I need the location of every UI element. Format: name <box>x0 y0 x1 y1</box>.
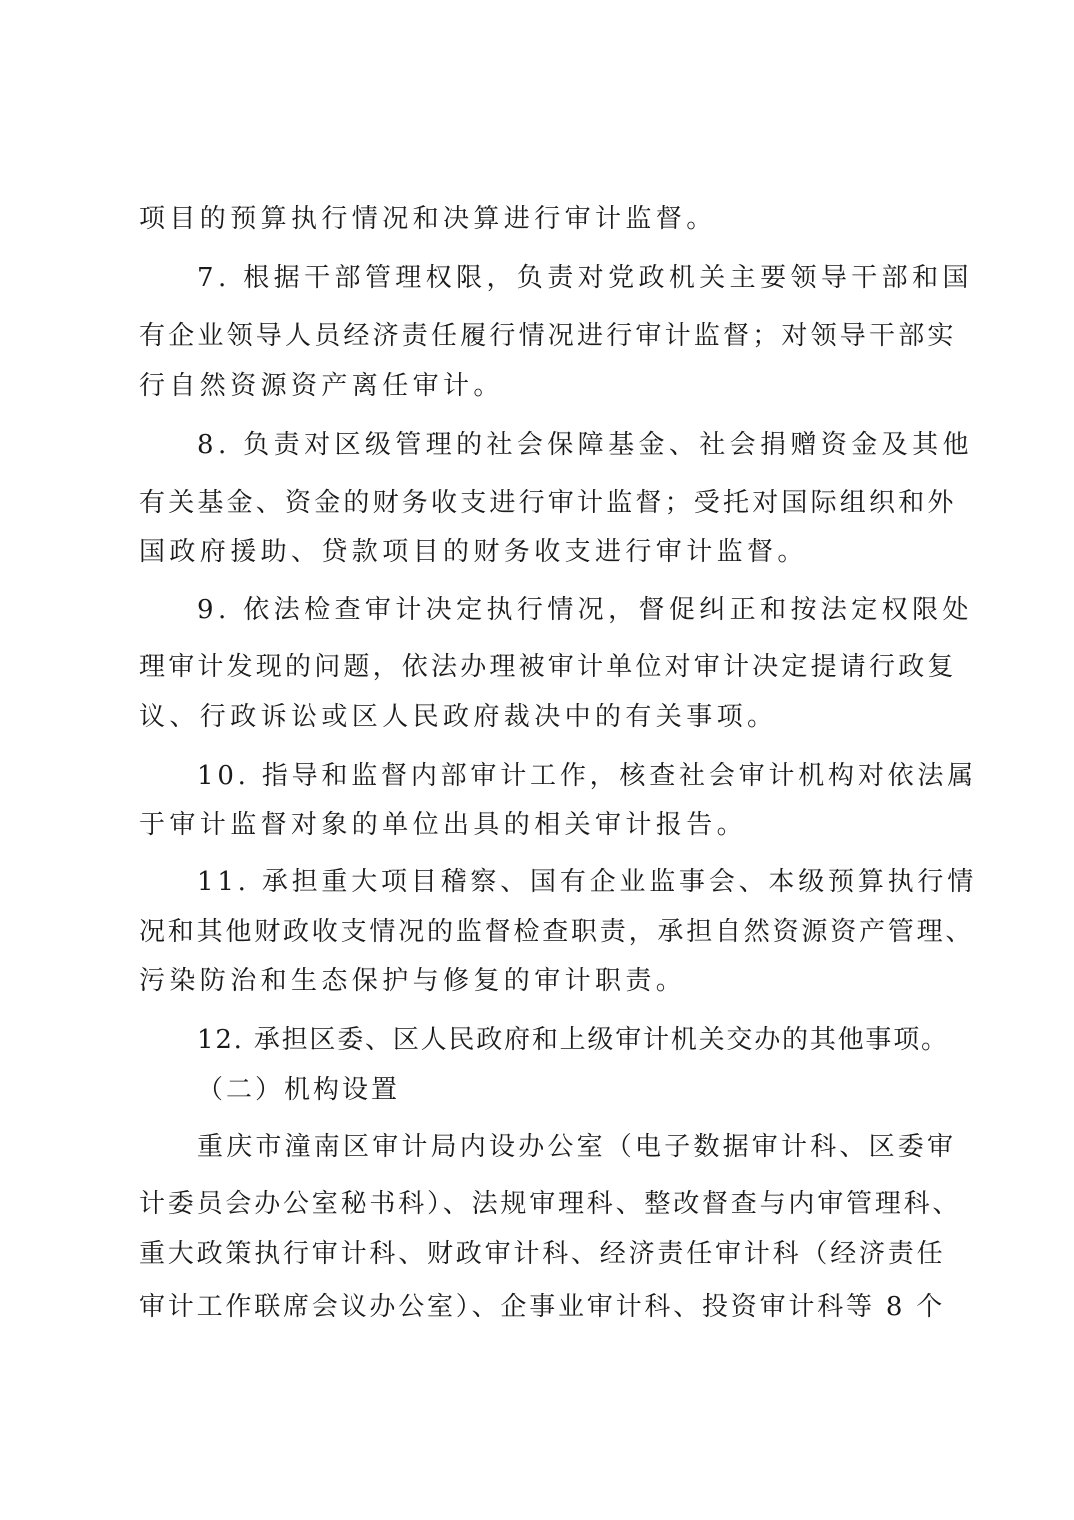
section-heading: （二）机构设置 <box>197 1075 401 1105</box>
text-line: 于审计监督对象的单位出具的相关审计报告。 <box>139 810 748 840</box>
text-line: 况和其他财政收支情况的监督检查职责，承担自然资源资产管理、 <box>139 917 975 947</box>
text-line: 国政府援助、贷款项目的财务收支进行审计监督。 <box>139 537 808 567</box>
text-line: 有关基金、资金的财务收支进行审计监督；受托对国际组织和外 <box>139 488 957 518</box>
text-line: 9. 依法检查审计决定执行情况，督促纠正和按法定权限处 <box>197 595 973 625</box>
text-line: 审计工作联席会议办公室）、企事业审计科、投资审计科等 8 个 <box>139 1292 946 1322</box>
text-line: 12. 承担区委、区人民政府和上级审计机关交办的其他事项。 <box>197 1025 949 1055</box>
text-line: 重庆市潼南区审计局内设办公室（电子数据审计科、区委审 <box>197 1132 957 1162</box>
text-line: 行自然资源资产离任审计。 <box>139 371 504 401</box>
text-line: 污染防治和生态保护与修复的审计职责。 <box>139 966 687 996</box>
text-line: 有企业领导人员经济责任履行情况进行审计监督；对领导干部实 <box>139 321 957 351</box>
text-line: 计委员会办公室秘书科）、法规审理科、整改督查与内审管理科、 <box>139 1189 962 1219</box>
text-line: 理审计发现的问题，依法办理被审计单位对审计决定提请行政复 <box>139 652 957 682</box>
text-line: 7. 根据干部管理权限，负责对党政机关主要领导干部和国 <box>197 263 973 293</box>
text-line: 10. 指导和监督内部审计工作，核查社会审计机构对依法属 <box>197 761 978 791</box>
text-line: 议、行政诉讼或区人民政府裁决中的有关事项。 <box>139 702 778 732</box>
text-line: 重大政策执行审计科、财政审计科、经济责任审计科（经济责任 <box>139 1239 946 1269</box>
text-line: 项目的预算执行情况和决算进行审计监督。 <box>139 204 717 234</box>
text-line: 8. 负责对区级管理的社会保障基金、社会捐赠资金及其他 <box>197 430 973 460</box>
text-line: 11. 承担重大项目稽察、国有企业监事会、本级预算执行情 <box>197 867 978 897</box>
